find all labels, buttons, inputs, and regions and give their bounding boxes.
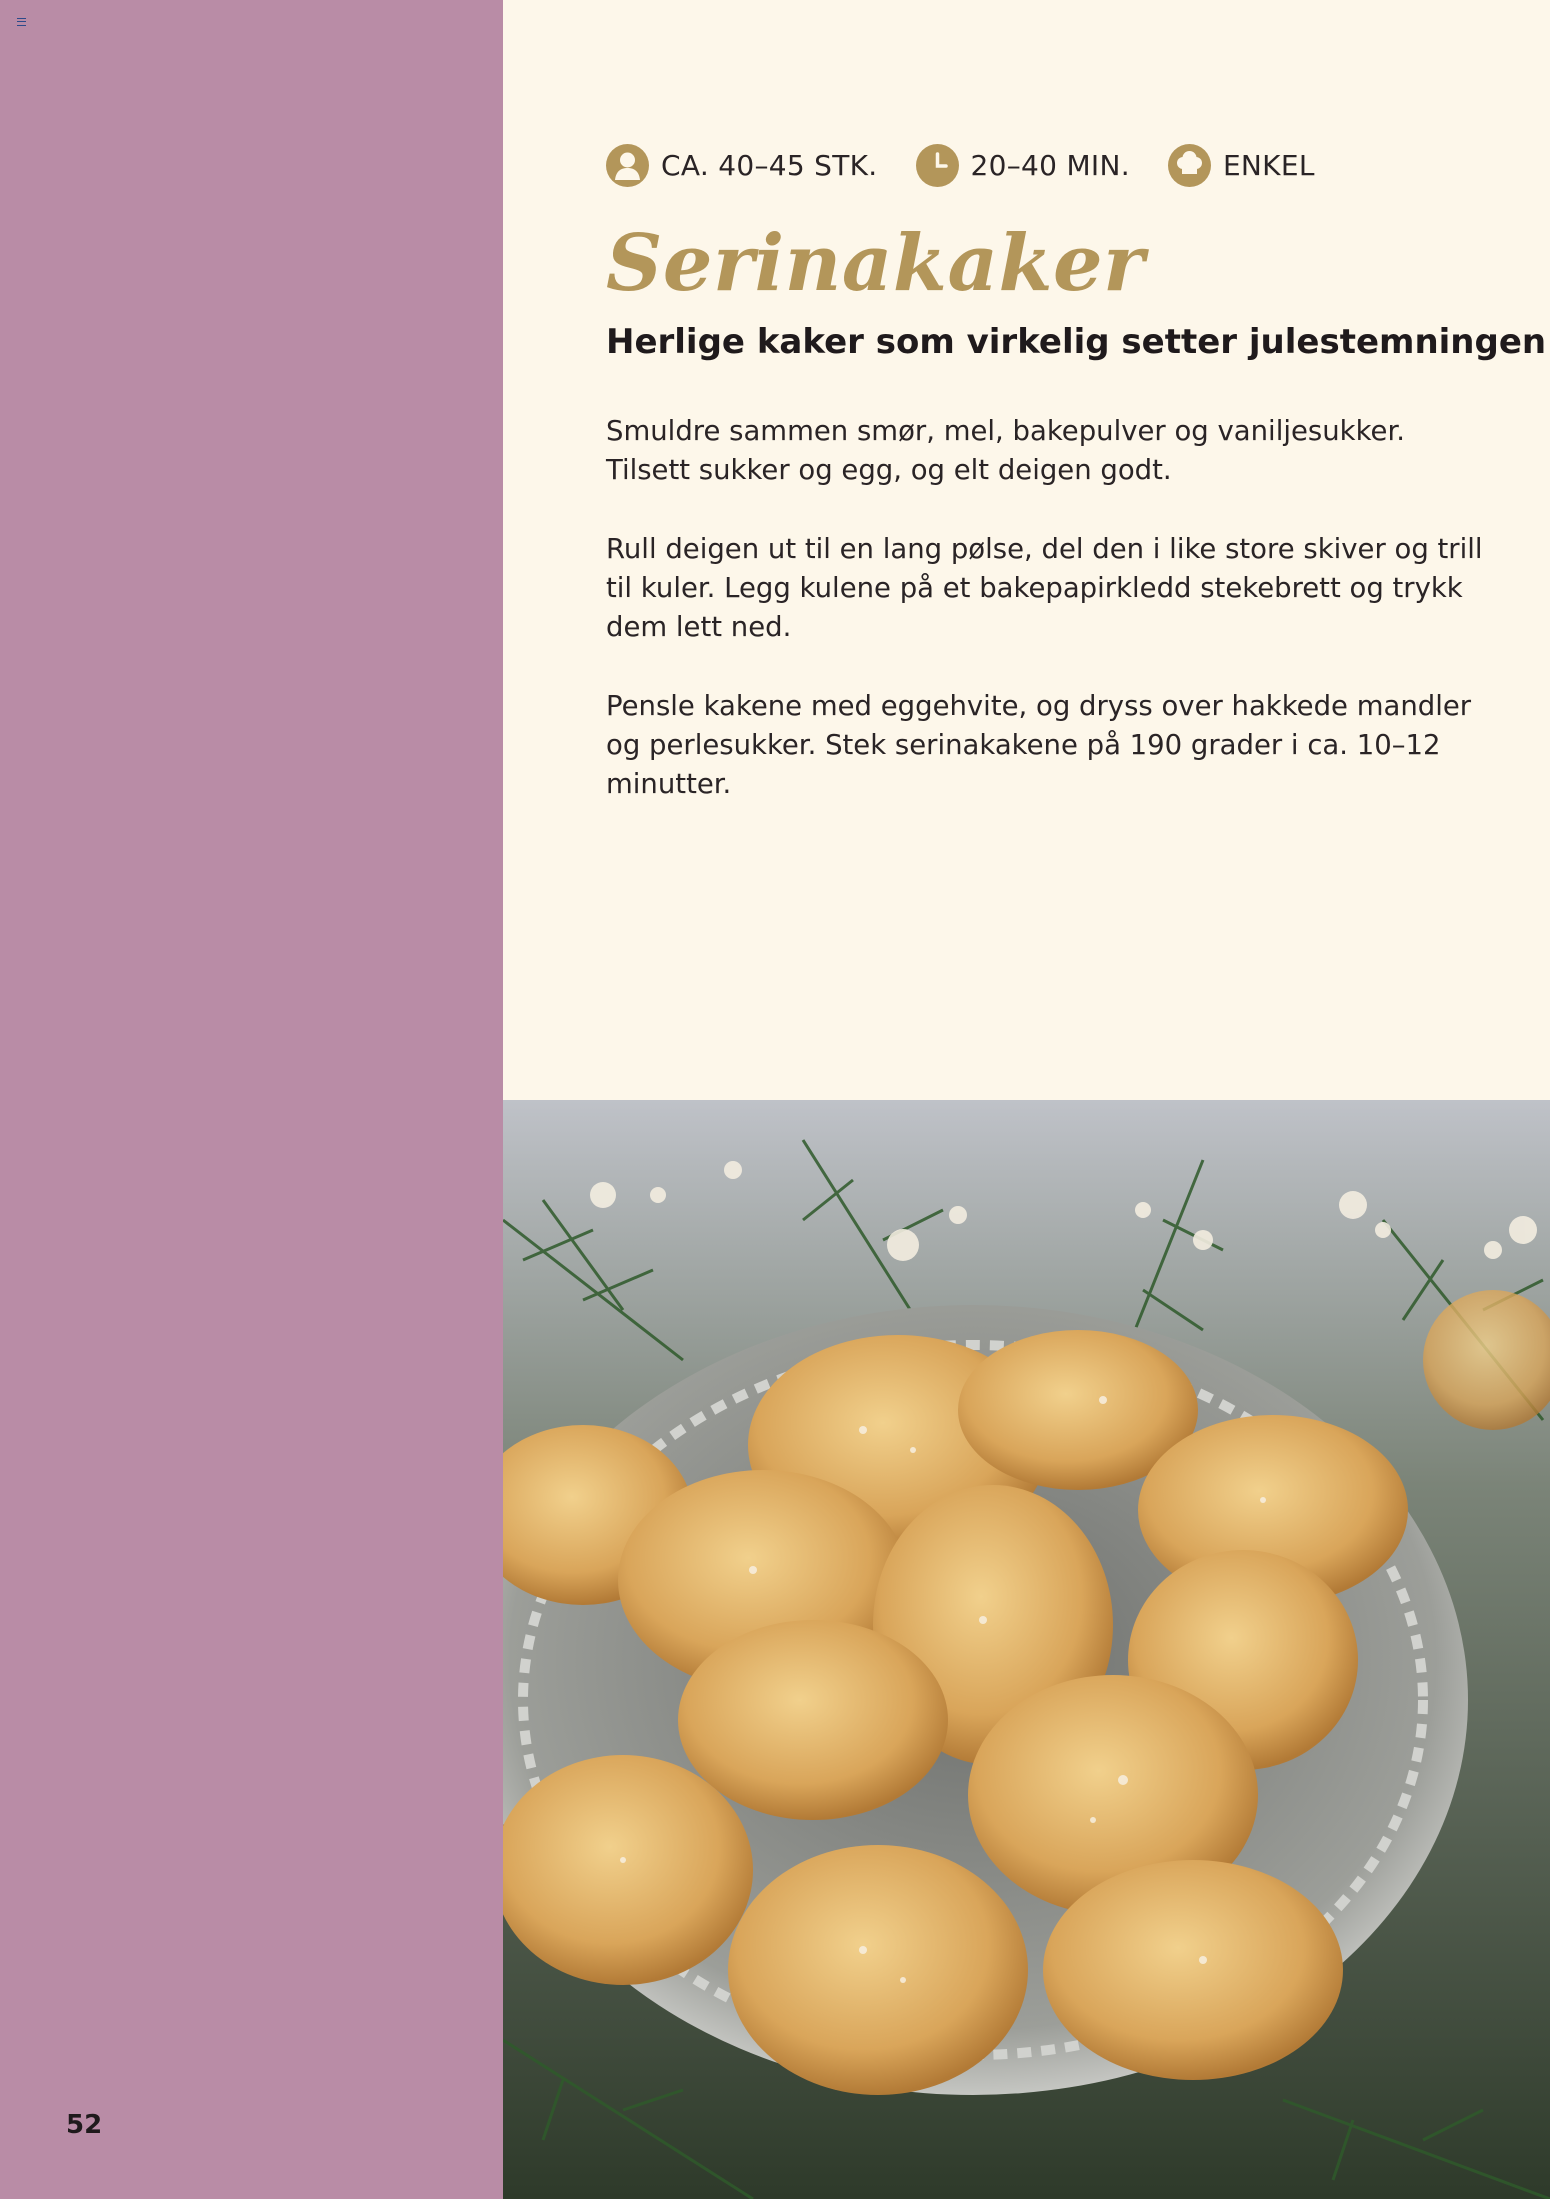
recipe-title: Serinakaker bbox=[606, 218, 1145, 309]
sidebar bbox=[0, 0, 503, 2199]
instruction-paragraph: Pensle kakene med eggehvite, og dryss over hakkede mandler og perlesukker. Stek serinakakene på 190 grader i ca. 10–12 minutter. bbox=[606, 690, 1472, 800]
cookie-photo bbox=[503, 1100, 1550, 2199]
instruction-paragraph: Rull deigen ut til en lang pølse, del den i like store skiver og trill til kuler. Legg kulene på et bakepapirkledd stekebrett og trykk dem lett ned. bbox=[606, 533, 1483, 643]
difficulty-text: ENKEL bbox=[1222, 149, 1315, 182]
time-text: 20–40 MIN. bbox=[970, 149, 1130, 182]
servings-text: CA. 40–45 STK. bbox=[661, 149, 878, 182]
recipe-subtitle: Herlige kaker som virkelig setter julestemningen bbox=[606, 322, 1547, 362]
clock-icon bbox=[916, 144, 959, 187]
page-number: 52 bbox=[66, 2110, 103, 2140]
difficulty-info bbox=[1168, 144, 1315, 187]
recipe-instructions bbox=[606, 412, 1486, 844]
person-icon bbox=[606, 144, 649, 187]
time-info bbox=[916, 144, 1130, 187]
menu-icon[interactable] bbox=[17, 18, 26, 26]
recipe-meta bbox=[606, 144, 1353, 187]
instruction-paragraph: Smuldre sammen smør, mel, bakepulver og vaniljesukker. Tilsett sukker og egg, og elt deigen godt. bbox=[606, 415, 1405, 486]
servings-info bbox=[606, 144, 878, 187]
chef-hat-icon bbox=[1168, 144, 1211, 187]
